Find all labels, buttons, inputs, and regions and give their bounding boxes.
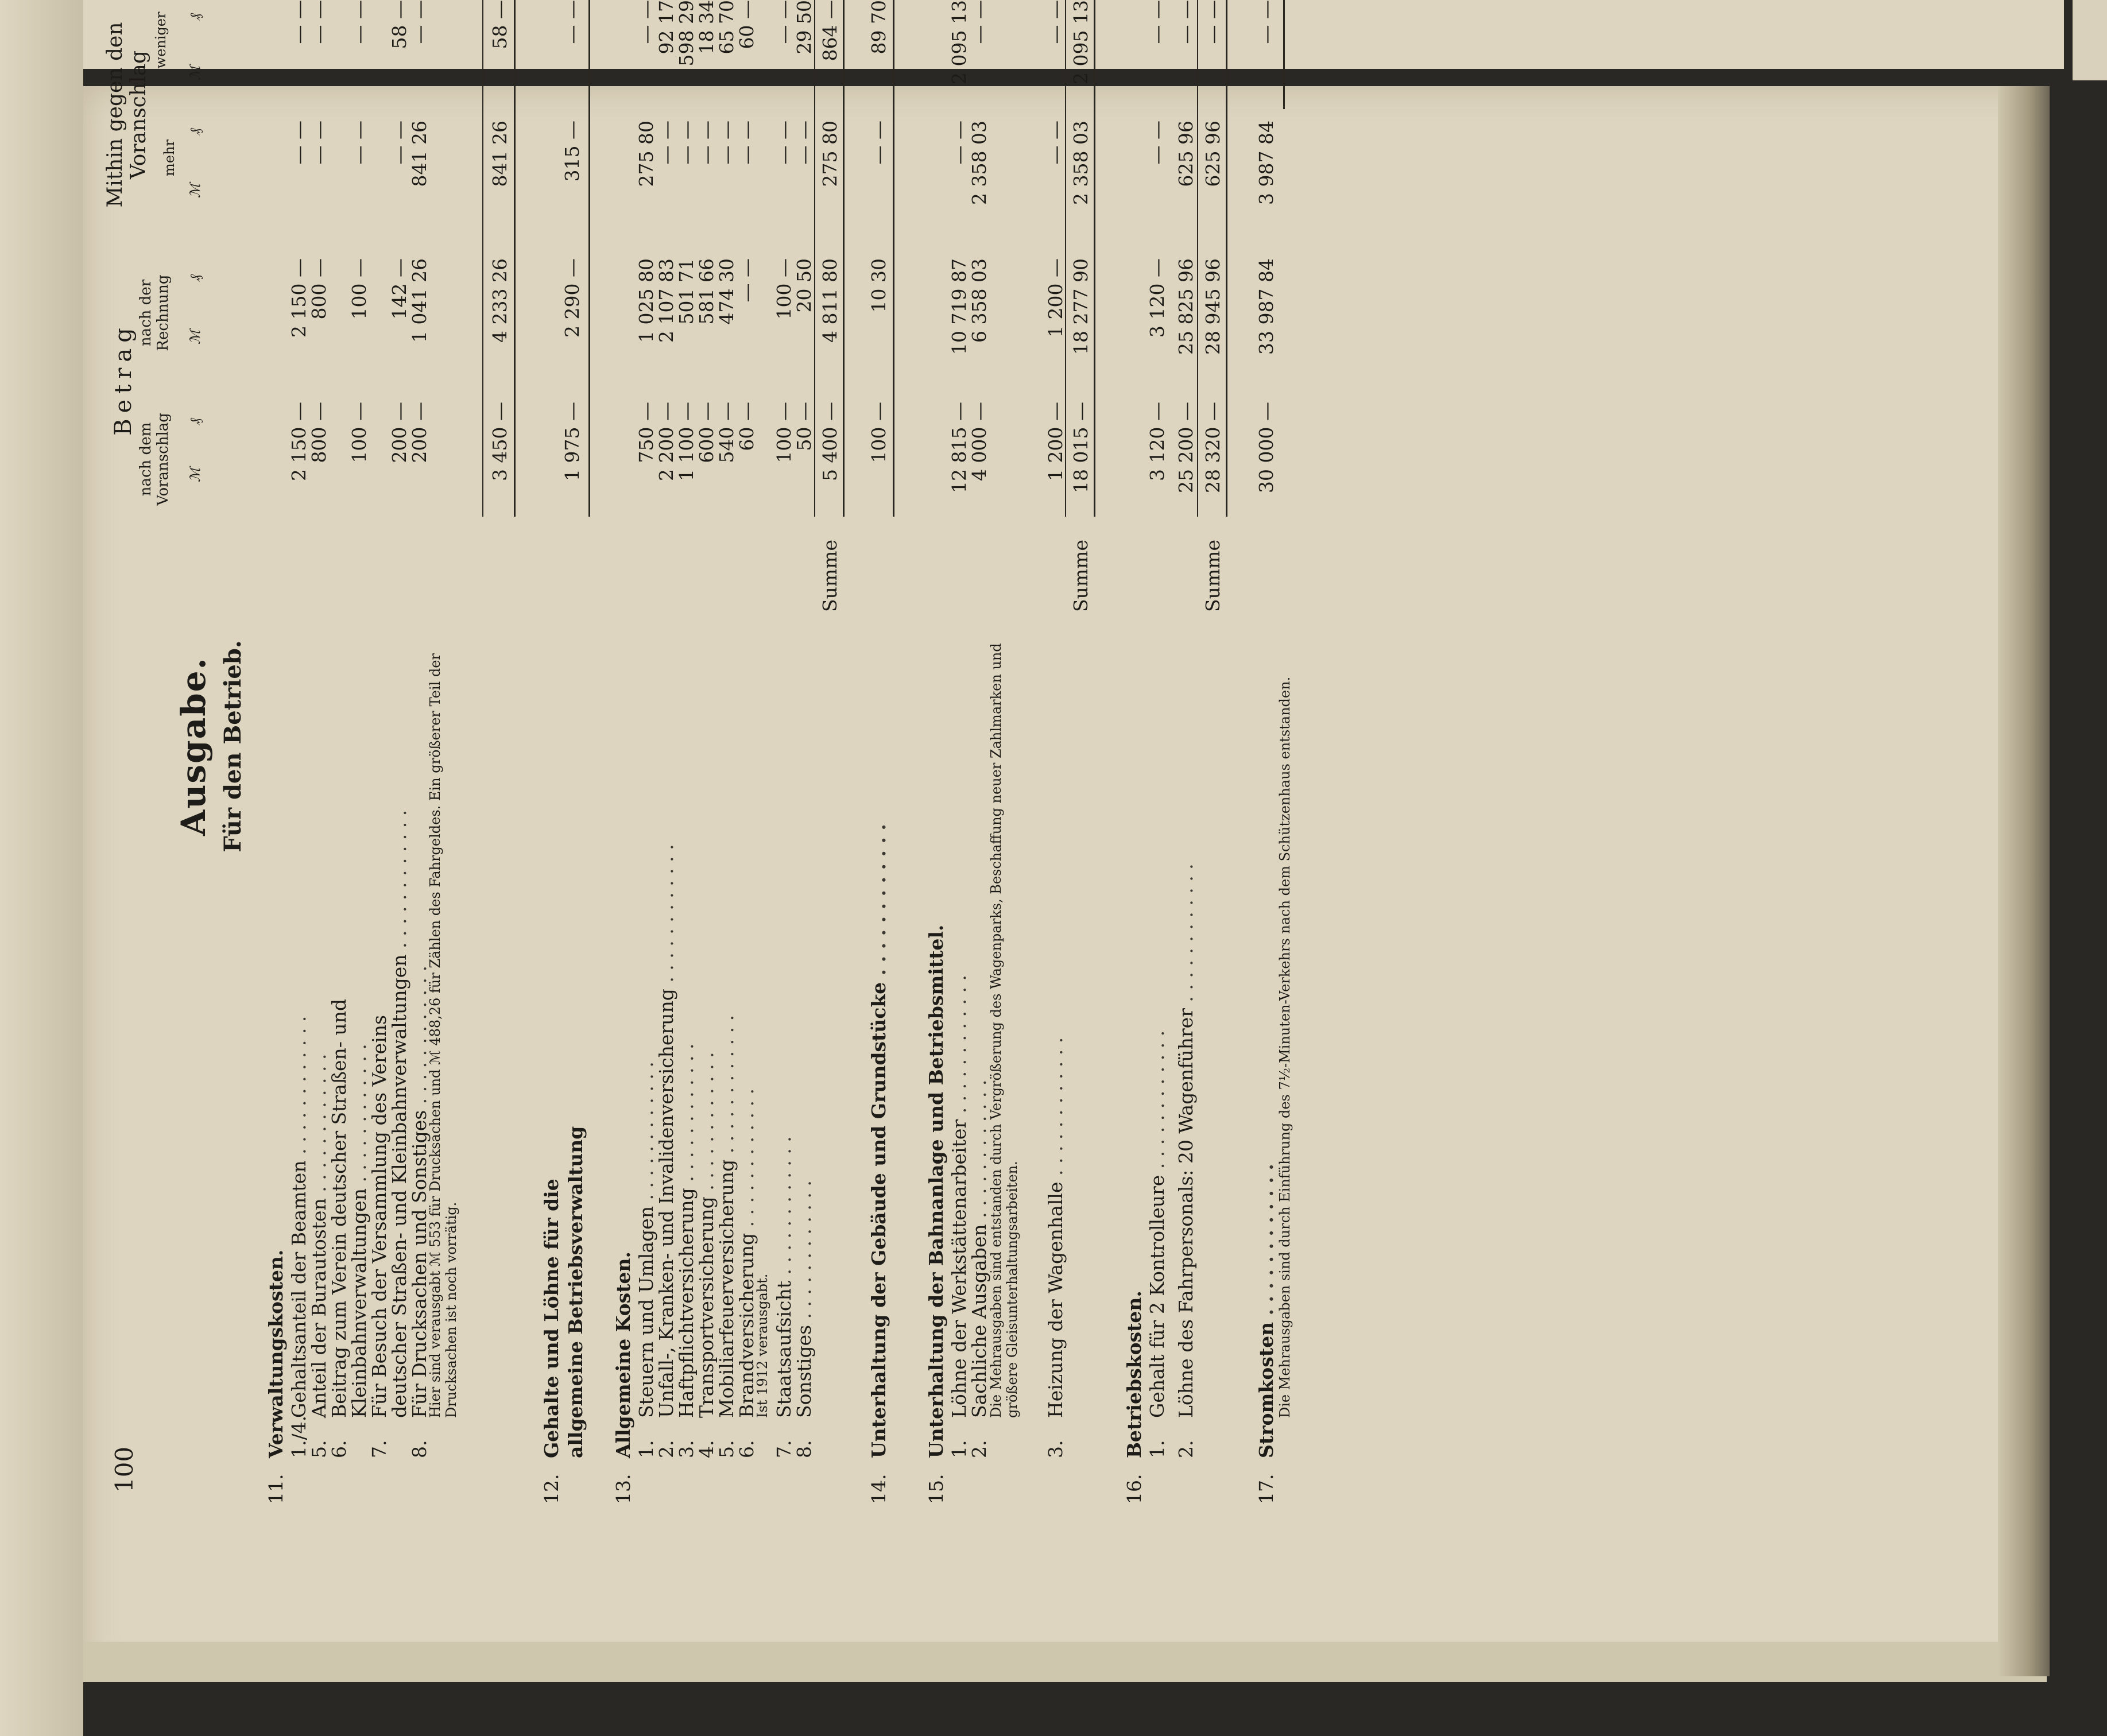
total-rechnung: 4 233 26 <box>489 258 511 343</box>
total-weniger: 89 70 <box>867 0 890 55</box>
total-mehr: 275 80 <box>819 121 841 187</box>
total-voranschlag: 30 000 — <box>1255 402 1277 493</box>
total-mehr: 625 96 <box>1202 121 1224 187</box>
row-label: Beitrag zum Verein deutscher Straßen- und <box>328 998 350 1418</box>
cell-rechnung: — — <box>735 258 758 303</box>
sum-label: Summe <box>1202 540 1224 612</box>
row-number: 6. <box>735 1440 758 1458</box>
row-label: Unfall-, Kranken- und Invalidenversicherung . . . <box>654 545 679 1418</box>
end-rule <box>1283 0 1285 109</box>
table-row <box>1145 0 1168 1504</box>
cell-voranschlag: 2 150 — <box>288 402 310 481</box>
cell-mehr: — — <box>288 121 310 165</box>
total-weniger: — — <box>1202 0 1224 44</box>
total-mehr: 841 26 <box>489 121 511 187</box>
cell-rechnung: 142 — <box>388 258 410 320</box>
section-header <box>924 0 947 1504</box>
cell-weniger: — — <box>1175 0 1197 44</box>
cell-rechnung: 20 50 <box>793 258 815 313</box>
cell-mehr: — — <box>1044 121 1067 165</box>
total-rechnung: 33 987 84 <box>1255 258 1277 355</box>
cell-rechnung: 581 66 <box>695 258 718 325</box>
cell-mehr: — — <box>695 121 718 165</box>
row-label: Haftpflichtversicherung . . . <box>675 545 699 1418</box>
cell-voranschlag: 100 — <box>348 402 370 463</box>
cell-rechnung: 1 200 — <box>1044 258 1067 338</box>
cell-voranschlag: 2 200 — <box>655 402 677 481</box>
total-voranschlag: 5 400 — <box>819 402 841 481</box>
row-number: 3. <box>1044 1440 1067 1458</box>
total-rechnung: 10 30 <box>867 258 890 313</box>
sum-rule <box>1065 0 1066 517</box>
sum-rule <box>482 0 483 517</box>
table-row <box>735 0 758 1504</box>
table-row <box>388 0 410 1504</box>
section-title: Betriebskosten. <box>1123 1291 1145 1458</box>
section-title: Gehalte und Löhne für die allgemeine Betriebsverwaltung <box>540 1126 587 1458</box>
total-rule <box>514 0 516 517</box>
sum-label: Summe <box>819 540 841 612</box>
row-label: Gehalt für 2 Kontrolleure . . . <box>1145 545 1169 1418</box>
currency-mark: ℳ <box>187 467 203 482</box>
cell-mehr: — — <box>388 121 410 165</box>
header-rechnung: nach der Rechnung <box>137 274 172 351</box>
total-voranschlag: 3 450 — <box>489 402 511 481</box>
row-number: 3. <box>675 1440 698 1458</box>
cell-weniger: — — <box>288 0 310 44</box>
row-number: 1. <box>948 1440 970 1458</box>
section-number: 16. <box>1123 1474 1145 1504</box>
cell-voranschlag: 200 — <box>408 402 431 463</box>
row-number: 6. <box>328 1440 350 1458</box>
total-mehr: 315 — <box>561 121 583 182</box>
section-number: 13. <box>612 1474 634 1504</box>
table-row <box>792 0 815 1504</box>
sum-rule <box>814 0 815 517</box>
cell-voranschlag: 1 100 — <box>675 402 698 481</box>
footnote <box>989 0 1040 1504</box>
cell-voranschlag: 200 — <box>388 402 410 463</box>
row-label: Löhne der Werkstättenarbeiter . . . <box>947 545 971 1418</box>
row-note: Ist 1912 verausgabt. <box>754 1273 770 1418</box>
cell-rechnung: 2 107 83 <box>655 258 677 343</box>
sum-rule <box>1197 0 1198 517</box>
footnote-text: Die Mehrausgaben sind entstanden durch Vergrößerung des Wagenparks, Beschaffung neuer Zahlmarken und größere Gleisunterhaltungsarbeiten. <box>988 643 1020 1418</box>
section-header <box>540 0 587 1504</box>
row-label: Kleinbahnverwaltungen . . . <box>347 545 371 1418</box>
table-row <box>287 0 310 1504</box>
header-betrag: Betrag <box>110 322 137 436</box>
row-label: Sachliche Ausgaben . . . <box>967 545 991 1418</box>
table-row <box>675 0 698 1504</box>
section-header <box>867 0 890 1504</box>
table-row <box>1044 0 1067 1504</box>
total-voranschlag: 1 975 — <box>561 402 583 481</box>
table-row <box>654 0 677 1504</box>
row-number: 7. <box>773 1440 795 1458</box>
row-label: Steuern und Umlagen . . . <box>634 545 659 1418</box>
section-number: 17. <box>1255 1474 1277 1504</box>
cell-mehr: — — <box>1146 121 1168 165</box>
row-label: deutscher Straßen- und Kleinbahnverwaltungen . . . <box>388 545 412 1418</box>
section-title: Unterhaltung der Bahnanlage und Betriebsmittel. <box>925 924 947 1458</box>
row-label: Mobiliarfeuerversicherung . . . <box>715 545 739 1418</box>
row-number: 1./4. <box>288 1415 310 1458</box>
table-row <box>408 0 431 1504</box>
row-label: Sonstiges . . . <box>792 545 816 1418</box>
table-row <box>967 0 990 1504</box>
cell-weniger: 65 70 <box>715 0 738 55</box>
section-number: 11. <box>265 1474 287 1504</box>
row-number: 2. <box>1175 1440 1197 1458</box>
cell-weniger: — — <box>773 0 795 44</box>
currency-pfennig: ₰ <box>187 13 203 20</box>
cell-mehr: — — <box>735 121 758 165</box>
row-label: Staatsaufsicht . . . <box>772 545 796 1418</box>
cell-voranschlag: 750 — <box>635 402 657 463</box>
cell-rechnung: 800 — <box>308 258 330 320</box>
cell-mehr: — — <box>308 121 330 165</box>
row-number: 8. <box>793 1440 815 1458</box>
cell-weniger: 60 — <box>735 0 758 49</box>
cell-weniger: — — <box>348 0 370 44</box>
currency-mark: ℳ <box>187 65 203 80</box>
table-row <box>715 0 738 1504</box>
table-row <box>347 0 370 1504</box>
table-row <box>327 0 350 1504</box>
row-label: Gehaltsanteil der Beamten . . . <box>287 545 311 1418</box>
row-number: 4. <box>695 1440 718 1458</box>
cell-voranschlag: 540 — <box>715 402 738 463</box>
total-weniger: — — <box>561 0 583 44</box>
cell-mehr: — — <box>348 121 370 165</box>
row-number: 5. <box>308 1440 330 1458</box>
total-rechnung: 4 811 80 <box>819 258 841 343</box>
table-row <box>1174 0 1197 1504</box>
cell-rechnung: 2 150 — <box>288 258 310 338</box>
total-voranschlag: 18 015 — <box>1070 402 1092 493</box>
section-number: 15. <box>925 1474 947 1504</box>
cell-voranschlag: 50 — <box>793 402 815 451</box>
row-label: Brandversicherung . . . <box>735 545 759 1418</box>
cell-weniger: — — <box>1044 0 1067 44</box>
total-rule <box>893 0 894 517</box>
row-label: Löhne des Fahrpersonals: 20 Wagenführer . . . <box>1174 545 1198 1418</box>
table-row <box>634 0 657 1504</box>
section-title: Unterhaltung der Gebäude und Grundstücke . . . <box>867 586 891 1458</box>
total-rule <box>1094 0 1095 517</box>
sum-label: Summe <box>1070 540 1092 612</box>
total-rechnung: 18 277 90 <box>1070 258 1092 355</box>
ledger-page <box>86 0 1981 1504</box>
footnote-text: Hier sind verausgabt ℳ 553 für Drucksachen und ℳ 488,26 für Zählen des Fahrgeldes. Ein größerer Teil der Drucksachen ist noch vorrätig. <box>427 653 459 1418</box>
cell-weniger: — — <box>408 0 431 44</box>
total-mehr: 2 358 03 <box>1070 121 1092 205</box>
cell-weniger: — — <box>635 0 657 44</box>
cell-weniger: — — <box>1146 0 1168 44</box>
table-row <box>947 0 970 1504</box>
page-number: 100 <box>110 1446 138 1493</box>
total-voranschlag: 100 — <box>867 402 890 463</box>
row-number: 8. <box>408 1440 431 1458</box>
cell-mehr: — — <box>675 121 698 165</box>
cell-weniger: — — <box>968 0 990 44</box>
cell-mehr: — — <box>773 121 795 165</box>
next-page-corner <box>2073 0 2107 80</box>
cell-mehr: — — <box>793 121 815 165</box>
total-voranschlag: 28 320 — <box>1202 402 1224 493</box>
footnote <box>428 0 479 1504</box>
section-title: Stromkosten . . . <box>1254 586 1279 1458</box>
page-bottom-edge <box>83 1642 2047 1682</box>
cell-voranschlag: 1 200 — <box>1044 402 1067 481</box>
table-row <box>307 0 330 1504</box>
section-total <box>1201 0 1224 1504</box>
cell-rechnung: 474 30 <box>715 258 738 325</box>
section-title: Verwaltungskosten. <box>265 1249 287 1458</box>
cell-weniger: — — <box>308 0 330 44</box>
cell-weniger: 92 17 <box>655 0 677 55</box>
footnote-text: Die Mehrausgaben sind durch Einführung des 7½-Minuten-Verkehrs nach dem Schützenhaus entstanden. <box>1277 676 1293 1418</box>
page-subtitle: Für den Betrieb. <box>219 640 246 852</box>
total-rule <box>843 0 845 517</box>
cell-mehr: 625 96 <box>1175 121 1197 187</box>
cell-mehr: 2 358 03 <box>968 121 990 205</box>
row-number: 2. <box>968 1440 990 1458</box>
cell-rechnung: 1 041 26 <box>408 258 431 343</box>
total-weniger: 58 — <box>489 0 511 49</box>
cell-weniger: 29 50 <box>793 0 815 55</box>
footnote <box>1277 0 1318 1504</box>
cell-voranschlag: 3 120 — <box>1146 402 1168 481</box>
cell-voranschlag: 800 — <box>308 402 330 463</box>
section-number: 14. <box>867 1474 890 1504</box>
header-voranschlag: nach dem Voranschlag <box>137 413 172 506</box>
cell-rechnung: 25 825 96 <box>1175 258 1197 355</box>
cell-voranschlag: 600 — <box>695 402 718 463</box>
section-header <box>1254 0 1277 1504</box>
total-weniger: 2 095 13 <box>1070 0 1092 84</box>
book-gutter <box>1998 86 2050 1676</box>
total-weniger: — — <box>1255 0 1277 44</box>
section-header <box>264 0 287 1504</box>
row-label: Für Besuch der Versammlung des Vereins <box>368 1015 390 1418</box>
section-number: 12. <box>540 1474 563 1504</box>
cell-weniger: 58 — <box>388 0 410 49</box>
cell-rechnung: 1 025 80 <box>635 258 657 343</box>
cell-rechnung: 6 358 03 <box>968 258 990 343</box>
currency-mark: ℳ <box>187 330 203 344</box>
header-weniger: weniger <box>153 11 169 69</box>
table-row <box>772 0 795 1504</box>
row-number: 1. <box>635 1440 657 1458</box>
total-rechnung: 2 290 — <box>561 258 583 338</box>
section-total <box>488 0 511 1504</box>
section-total <box>818 0 841 1504</box>
cell-weniger: 2 095 13 <box>948 0 970 84</box>
page-title: Ausgabe. <box>174 657 213 836</box>
table-row <box>367 0 390 1504</box>
total-rule <box>1226 0 1227 517</box>
section-header <box>1122 0 1145 1504</box>
cell-rechnung: 3 120 — <box>1146 258 1168 338</box>
row-label: Anteil der Burautosten . . . <box>307 545 331 1418</box>
cell-mehr: — — <box>715 121 738 165</box>
cell-rechnung: 10 719 87 <box>948 258 970 355</box>
currency-mark: ℳ <box>187 183 203 198</box>
section-title: Allgemeine Kosten. <box>612 1251 634 1458</box>
cell-mehr: — — <box>948 121 970 165</box>
cell-rechnung: 100 — <box>773 258 795 320</box>
cell-voranschlag: 25 200 — <box>1175 402 1197 493</box>
row-number: 2. <box>655 1440 677 1458</box>
row-label: Heizung der Wagenhalle . . . <box>1044 545 1068 1418</box>
currency-pfennig: ₰ <box>187 274 203 281</box>
row-number: 1. <box>1146 1440 1168 1458</box>
cell-weniger: 598 29 <box>675 0 698 67</box>
page-stack-edge <box>0 0 83 1736</box>
section-total <box>1069 0 1092 1504</box>
cell-mehr: — — <box>655 121 677 165</box>
currency-pfennig: ₰ <box>187 418 203 425</box>
section-header <box>611 0 634 1504</box>
cell-weniger: 18 34 <box>695 0 718 55</box>
cell-mehr: 275 80 <box>635 121 657 187</box>
total-mehr: — — <box>867 121 890 165</box>
row-label: Für Drucksachen und Sonstiges . . . <box>408 545 432 1418</box>
row-number: 5. <box>715 1440 738 1458</box>
total-weniger: 864 — <box>819 0 841 61</box>
cell-voranschlag: 60 — <box>735 402 758 451</box>
total-rechnung: 28 945 96 <box>1202 258 1224 355</box>
header-mithin: Mithin gegen den Voranschlag <box>103 22 151 208</box>
total-rule <box>588 0 590 517</box>
cell-voranschlag: 4 000 — <box>968 402 990 481</box>
cell-voranschlag: 100 — <box>773 402 795 463</box>
total-mehr: 3 987 84 <box>1255 121 1277 205</box>
cell-rechnung: 100 — <box>348 258 370 320</box>
currency-pfennig: ₰ <box>187 128 203 135</box>
table-row <box>755 0 774 1504</box>
row-label: Transportversicherung . . . <box>695 545 719 1418</box>
cell-mehr: 841 26 <box>408 121 431 187</box>
header-mehr: mehr <box>161 140 177 176</box>
table-row <box>695 0 718 1504</box>
cell-voranschlag: 12 815 — <box>948 402 970 493</box>
row-number: 7. <box>368 1440 390 1458</box>
cell-rechnung: 501 71 <box>675 258 698 325</box>
